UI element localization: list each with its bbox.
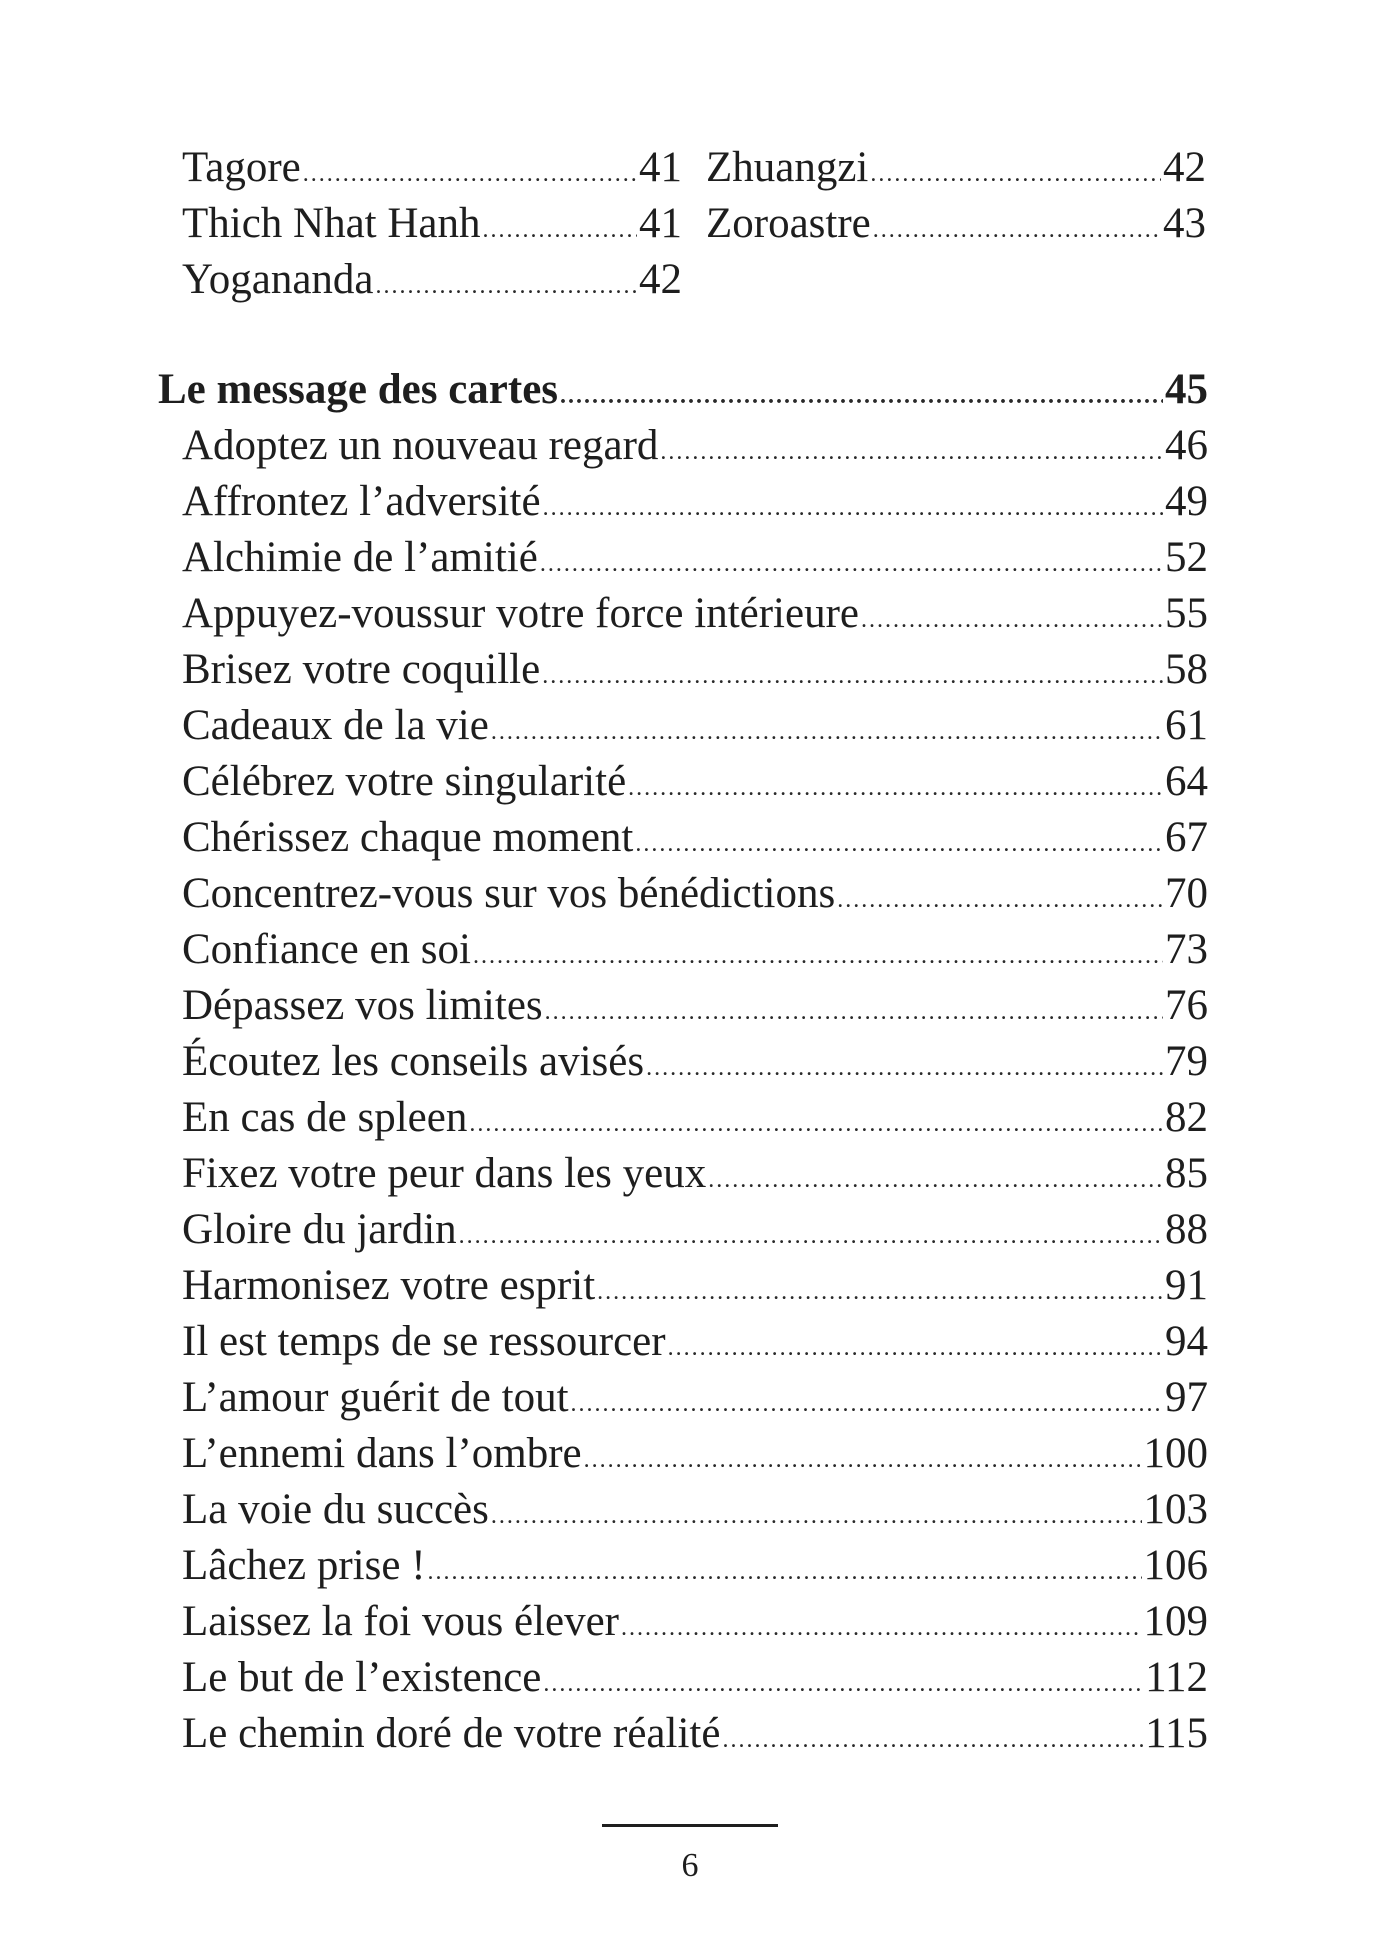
toc-entry-page: 41 xyxy=(639,144,682,191)
toc-entry-label: Yogananda xyxy=(182,256,374,303)
toc-entry-label: Confiance en soi xyxy=(182,926,471,973)
toc-entry-label: Zoroastre xyxy=(706,200,871,247)
toc-entry-page: 55 xyxy=(1165,590,1208,637)
toc-entry-label: Concentrez-vous sur vos bénédictions xyxy=(182,870,836,917)
toc-entry-label: Gloire du jardin xyxy=(182,1206,457,1253)
toc-entry xyxy=(182,1314,1208,1370)
toc-entry-label: Affrontez l’adversité xyxy=(182,478,541,525)
section-heading-label: Le message des cartes xyxy=(158,366,559,413)
dot-leader xyxy=(584,1432,1142,1488)
dot-leader xyxy=(376,258,637,314)
toc-entry xyxy=(182,1538,1208,1594)
dot-leader xyxy=(428,1544,1142,1600)
toc-entry xyxy=(182,866,1208,922)
toc-entry-page: 112 xyxy=(1145,1654,1208,1701)
toc-entry-label: Chérissez chaque moment xyxy=(182,814,634,861)
page-number: 6 xyxy=(681,1847,699,1884)
toc-entry xyxy=(182,140,682,196)
toc-entry xyxy=(182,1706,1208,1762)
author-index xyxy=(182,140,1206,308)
toc-entry xyxy=(182,978,1208,1034)
dot-leader xyxy=(560,368,1163,424)
toc-entry xyxy=(182,1090,1208,1146)
dot-leader xyxy=(646,1040,1163,1096)
toc-entry xyxy=(182,530,1208,586)
toc-entry-page: 76 xyxy=(1165,982,1208,1029)
dot-leader xyxy=(861,592,1163,648)
toc-entry-label: Laissez la foi vous élever xyxy=(182,1598,619,1645)
dot-leader xyxy=(722,1712,1143,1768)
toc-entry-label: Harmonisez votre esprit xyxy=(182,1262,596,1309)
toc-entry xyxy=(182,754,1208,810)
dot-leader xyxy=(491,704,1163,760)
section-heading-page: 45 xyxy=(1165,366,1208,413)
toc-entry xyxy=(182,474,1208,530)
toc-entry-label: Cadeaux de la vie xyxy=(182,702,489,749)
toc-entry-page: 67 xyxy=(1165,814,1208,861)
toc-entry-page: 91 xyxy=(1165,1262,1208,1309)
toc-entry xyxy=(182,1594,1208,1650)
dot-leader xyxy=(621,1600,1142,1656)
toc-entry-label: Zhuangzi xyxy=(706,144,869,191)
toc-entry xyxy=(182,1650,1208,1706)
dot-leader xyxy=(459,1208,1163,1264)
toc-entry xyxy=(182,196,682,252)
toc-entry-page: 82 xyxy=(1165,1094,1208,1141)
dot-leader xyxy=(873,202,1161,258)
dot-leader xyxy=(571,1376,1163,1432)
toc-entry xyxy=(706,196,1206,252)
toc-entry-page: 42 xyxy=(639,256,682,303)
toc-entry-page: 88 xyxy=(1165,1206,1208,1253)
dot-leader xyxy=(628,760,1163,816)
toc-entry-label: Appuyez-voussur votre force intérieure xyxy=(182,590,859,637)
toc-entry-label: Brisez votre coquille xyxy=(182,646,541,693)
toc-entry-label: Thich Nhat Hanh xyxy=(182,200,481,247)
toc-entry-page: 64 xyxy=(1165,758,1208,805)
toc-entry-label: En cas de spleen xyxy=(182,1094,468,1141)
toc-entry-label: L’amour guérit de tout xyxy=(182,1374,569,1421)
dot-leader xyxy=(303,146,637,202)
toc-entry-label: Fixez votre peur dans les yeux xyxy=(182,1150,707,1197)
dot-leader xyxy=(542,648,1163,704)
toc-entry-list xyxy=(158,418,1208,1762)
toc-entry-page: 46 xyxy=(1165,422,1208,469)
toc-entry-page: 106 xyxy=(1143,1542,1208,1589)
author-column-left xyxy=(182,140,682,308)
dot-leader xyxy=(473,928,1163,984)
toc-entry-label: Le chemin doré de votre réalité xyxy=(182,1710,721,1757)
dot-leader xyxy=(491,1488,1142,1544)
toc-entry-page: 43 xyxy=(1163,200,1206,247)
toc-entry-page: 41 xyxy=(639,200,682,247)
toc-entry xyxy=(182,810,1208,866)
toc-entry-label: Il est temps de se ressourcer xyxy=(182,1318,666,1365)
dot-leader xyxy=(543,1656,1143,1712)
toc-entry-label: Alchimie de l’amitié xyxy=(182,534,538,581)
dot-leader xyxy=(469,1096,1163,1152)
dot-leader xyxy=(708,1152,1163,1208)
toc-entry-label: Célébrez votre singularité xyxy=(182,758,627,805)
toc-entry xyxy=(182,418,1208,474)
toc-entry-page: 49 xyxy=(1165,478,1208,525)
toc-entry-page: 52 xyxy=(1165,534,1208,581)
toc-entry xyxy=(182,1370,1208,1426)
toc-entry-label: Dépassez vos limites xyxy=(182,982,543,1029)
dot-leader xyxy=(545,984,1163,1040)
toc-entry-page: 85 xyxy=(1165,1150,1208,1197)
toc-entry-label: Tagore xyxy=(182,144,301,191)
toc-entry xyxy=(706,140,1206,196)
toc-entry-page: 61 xyxy=(1165,702,1208,749)
toc-entry xyxy=(182,1258,1208,1314)
toc-entry-page: 42 xyxy=(1163,144,1206,191)
author-column-right xyxy=(706,140,1206,308)
toc-entry-label: Écoutez les conseils avisés xyxy=(182,1038,645,1085)
toc-entry-page: 115 xyxy=(1145,1710,1208,1757)
toc-section xyxy=(158,362,1208,1762)
toc-entry-page: 58 xyxy=(1165,646,1208,693)
toc-entry xyxy=(182,1482,1208,1538)
toc-entry xyxy=(182,1146,1208,1202)
toc-entry-page: 103 xyxy=(1143,1486,1208,1533)
section-heading xyxy=(158,362,1208,418)
dot-leader xyxy=(837,872,1163,928)
toc-entry-page: 100 xyxy=(1143,1430,1208,1477)
toc-entry-label: Le but de l’existence xyxy=(182,1654,542,1701)
toc-entry xyxy=(182,1202,1208,1258)
toc-entry-page: 70 xyxy=(1165,870,1208,917)
dot-leader xyxy=(543,480,1163,536)
toc-entry-label: Adoptez un nouveau regard xyxy=(182,422,659,469)
toc-entry-page: 73 xyxy=(1165,926,1208,973)
dot-leader xyxy=(540,536,1163,592)
dot-leader xyxy=(668,1320,1163,1376)
toc-entry-page: 109 xyxy=(1143,1598,1208,1645)
toc-entry xyxy=(182,1034,1208,1090)
toc-entry xyxy=(182,642,1208,698)
toc-entry-label: L’ennemi dans l’ombre xyxy=(182,1430,582,1477)
dot-leader xyxy=(635,816,1163,872)
toc-entry-label: Lâchez prise ! xyxy=(182,1542,426,1589)
dot-leader xyxy=(660,424,1163,480)
toc-entry-page: 97 xyxy=(1165,1374,1208,1421)
toc-entry xyxy=(182,698,1208,754)
toc-entry-label: La voie du succès xyxy=(182,1486,489,1533)
dot-leader xyxy=(483,202,637,258)
toc-entry xyxy=(182,586,1208,642)
toc-entry xyxy=(182,1426,1208,1482)
footer-rule xyxy=(602,1824,778,1827)
toc-entry xyxy=(182,922,1208,978)
toc-entry-page: 94 xyxy=(1165,1318,1208,1365)
toc-entry-page: 79 xyxy=(1165,1038,1208,1085)
toc-entry xyxy=(182,252,682,308)
dot-leader xyxy=(870,146,1161,202)
dot-leader xyxy=(597,1264,1163,1320)
